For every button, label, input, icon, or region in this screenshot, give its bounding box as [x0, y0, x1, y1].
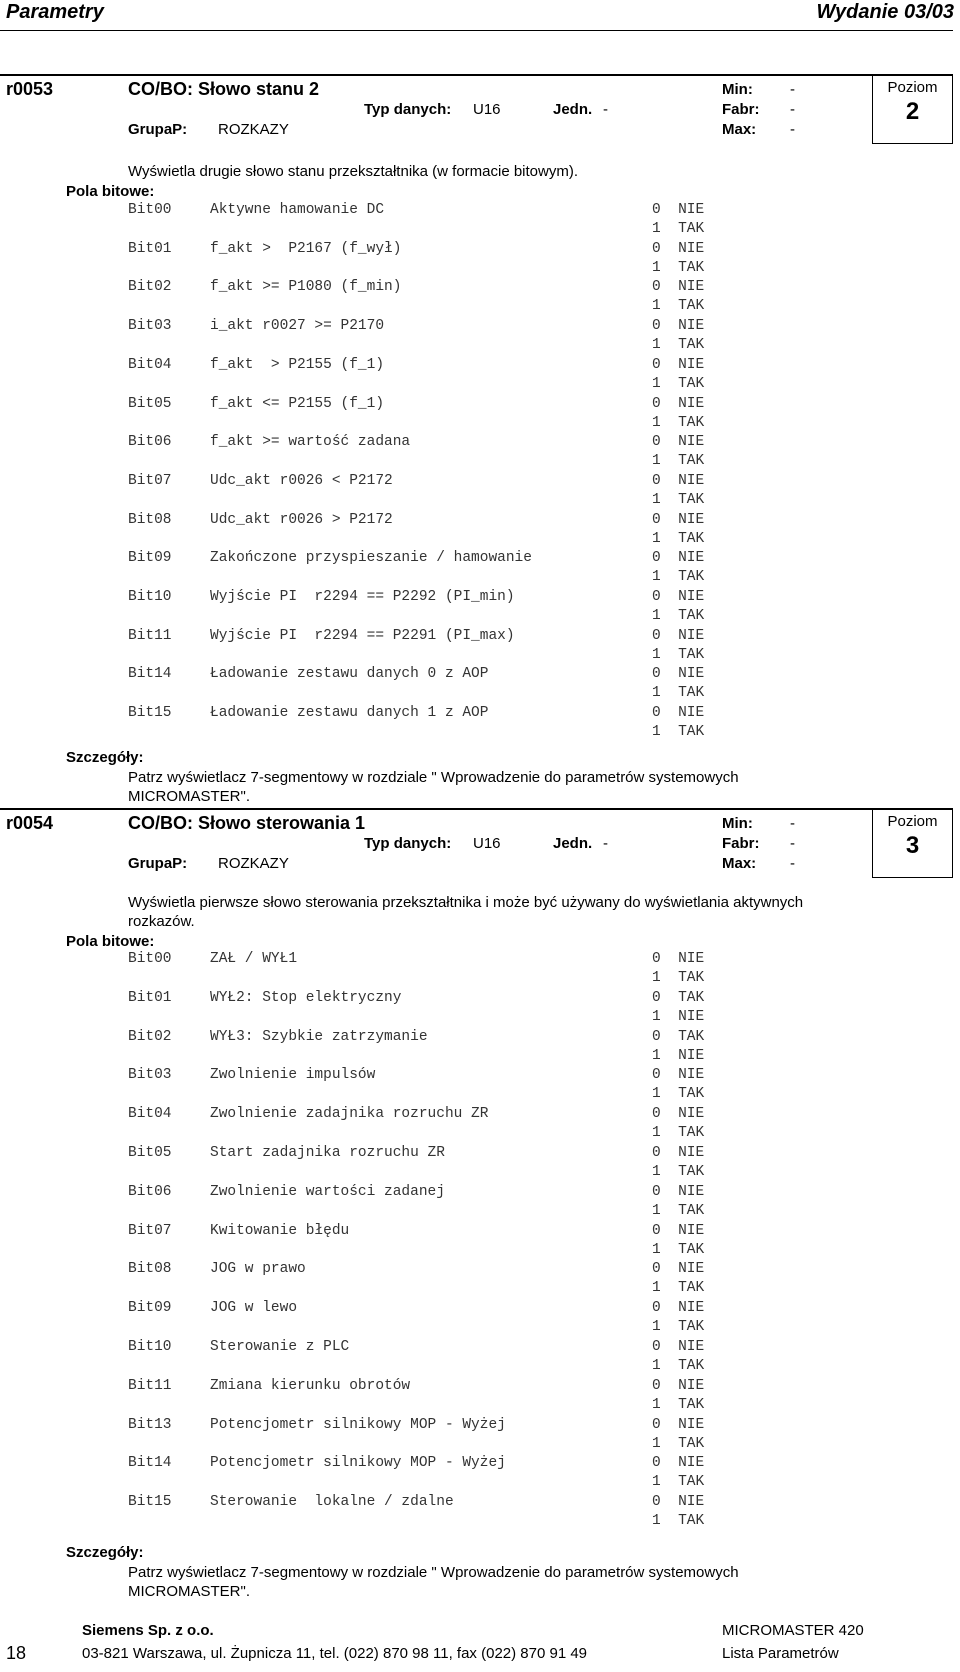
- bit-description: Potencjometr silnikowy MOP - Wyżej: [210, 1455, 506, 1472]
- bit-description: Sterowanie z PLC: [210, 1339, 350, 1355]
- bit-value-0: 0 TAK: [652, 1028, 705, 1045]
- bit-value-1: 1 TAK: [652, 453, 705, 470]
- bit-value-1: 1 TAK: [652, 1396, 705, 1413]
- bit-name: Bit03: [128, 318, 172, 335]
- bit-value-1: 1 TAK: [652, 1086, 705, 1103]
- bit-value-0: 0 NIE: [652, 395, 705, 412]
- bit-value-0: 0 NIE: [652, 356, 705, 373]
- bit-value-1: 1 TAK: [652, 608, 705, 624]
- bit-name: Bit15: [128, 705, 172, 722]
- bit-name: Bit10: [128, 1339, 172, 1355]
- bit-value-0: 0 NIE: [652, 1067, 705, 1084]
- unit-value: -: [603, 835, 608, 852]
- bit-description: ZAŁ / WYŁ1: [210, 951, 298, 967]
- unit-label: Jedn.: [553, 835, 593, 852]
- bit-value-1: 1 TAK: [652, 1435, 705, 1452]
- bit-value-0: 0 NIE: [652, 1339, 705, 1355]
- bit-description: Zwolnienie impulsów: [210, 1067, 376, 1084]
- bit-value-0: 0 NIE: [652, 434, 705, 451]
- group-label: GrupaP:: [128, 121, 188, 138]
- details-label: Szczegóły:: [66, 1544, 144, 1561]
- bit-description: Wyjście PI r2294 == P2291 (PI_max): [210, 627, 515, 644]
- bit-value-0: 0 NIE: [652, 1377, 705, 1394]
- bit-description: Udc_akt r0026 < P2172: [210, 472, 393, 489]
- level-value: 3: [905, 832, 920, 859]
- bit-name: Bit09: [128, 1300, 172, 1317]
- bit-name: Bit09: [128, 550, 172, 567]
- param-id: r0054: [6, 813, 54, 833]
- bit-name: Bit07: [128, 472, 172, 489]
- default-value: -: [790, 835, 795, 852]
- header-edition: Wydanie 03/03: [816, 1, 954, 23]
- bit-description: Potencjometr silnikowy MOP - Wyżej: [210, 1416, 506, 1433]
- bit-value-0: 0 NIE: [652, 318, 705, 335]
- bitfields-label: Pola bitowe:: [66, 933, 155, 950]
- bit-description: f_akt > P2155 (f_1): [210, 356, 385, 373]
- bit-description: JOG w lewo: [210, 1300, 298, 1317]
- bit-description: f_akt > P2167 (f_wył): [210, 240, 402, 257]
- bit-description: f_akt <= P2155 (f_1): [210, 395, 385, 412]
- bit-value-0: 0 NIE: [652, 240, 705, 257]
- bit-description: Wyjście PI r2294 == P2292 (PI_min): [210, 589, 515, 605]
- level-value: 2: [905, 98, 920, 125]
- bit-value-0: 0 NIE: [652, 202, 705, 218]
- bit-value-0: 0 NIE: [652, 279, 705, 296]
- bit-name: Bit01: [128, 989, 172, 1006]
- bit-value-0: 0 NIE: [652, 1261, 705, 1278]
- datatype-value: U16: [473, 101, 501, 118]
- default-label: Fabr:: [722, 101, 760, 118]
- bit-name: Bit01: [128, 240, 172, 257]
- datatype-value: U16: [473, 835, 501, 852]
- bit-name: Bit04: [128, 356, 172, 373]
- min-label: Min:: [722, 815, 753, 832]
- bit-value-0: 0 NIE: [652, 1455, 705, 1472]
- bit-value-0: 0 NIE: [652, 1106, 705, 1123]
- bit-description: i_akt r0027 >= P2170: [210, 318, 385, 335]
- bit-description: Start zadajnika rozruchu ZR: [210, 1145, 445, 1161]
- param-description-line1: Wyświetla pierwsze słowo sterowania przekształtnika i może być używany do wyświetlania aktywnych: [128, 894, 804, 911]
- bit-name: Bit06: [128, 434, 172, 451]
- bit-name: Bit10: [128, 589, 172, 605]
- param-description: Wyświetla drugie słowo stanu przekształtnika (w formacie bitowym).: [128, 163, 579, 180]
- bit-description: Ładowanie zestawu danych 1 z AOP: [210, 705, 489, 722]
- bit-value-1: 1 TAK: [652, 970, 705, 986]
- details-text-line2: MICROMASTER".: [128, 788, 250, 805]
- bit-description: Zwolnienie wartości zadanej: [210, 1183, 445, 1200]
- bit-value-1: 1 TAK: [652, 337, 705, 354]
- footer-document: Lista Parametrów: [722, 1645, 839, 1662]
- group-value: ROZKAZY: [218, 855, 289, 872]
- bit-value-1: 1 TAK: [652, 1202, 705, 1219]
- bit-value-0: 0 NIE: [652, 1222, 705, 1239]
- bit-description: Sterowanie lokalne / zdalne: [210, 1494, 454, 1511]
- max-value: -: [790, 121, 795, 138]
- bit-value-1: 1 TAK: [652, 1319, 705, 1336]
- bit-value-1: 1 TAK: [652, 1280, 705, 1297]
- bit-description: Udc_akt r0026 > P2172: [210, 511, 393, 528]
- footer-product: MICROMASTER 420: [722, 1622, 864, 1639]
- bit-value-0: 0 TAK: [652, 989, 705, 1006]
- bit-name: Bit08: [128, 511, 172, 528]
- level-label: Poziom: [887, 79, 938, 96]
- group-label: GrupaP:: [128, 855, 188, 872]
- param-id: r0053: [6, 79, 54, 99]
- bit-name: Bit14: [128, 666, 172, 683]
- bit-value-1: 1 TAK: [652, 375, 705, 392]
- bit-name: Bit08: [128, 1261, 172, 1278]
- bit-value-1: 1 NIE: [652, 1008, 705, 1025]
- bit-value-1: 1 TAK: [652, 569, 705, 586]
- param-divider: [0, 808, 953, 810]
- bit-value-0: 0 NIE: [652, 1416, 705, 1433]
- unit-value: -: [603, 101, 608, 118]
- bit-value-0: 0 NIE: [652, 705, 705, 722]
- bit-description: f_akt >= P1080 (f_min): [210, 279, 402, 296]
- max-label: Max:: [722, 855, 757, 872]
- bit-value-0: 0 NIE: [652, 550, 705, 567]
- bit-name: Bit03: [128, 1067, 172, 1084]
- bit-value-1: 1 TAK: [652, 1241, 705, 1258]
- bit-value-0: 0 NIE: [652, 1300, 705, 1317]
- details-text-line1: Patrz wyświetlacz 7-segmentowy w rozdziale " Wprowadzenie do parametrów systemowych: [128, 769, 739, 786]
- bit-description: Kwitowanie błędu: [210, 1222, 350, 1239]
- bit-description: Zakończone przyspieszanie / hamowanie: [210, 550, 532, 567]
- bit-value-0: 0 NIE: [652, 589, 705, 605]
- param-title: CO/BO: Słowo sterowania 1: [128, 813, 366, 833]
- bit-description: Aktywne hamowanie DC: [210, 202, 385, 218]
- max-value: -: [790, 855, 795, 872]
- max-label: Max:: [722, 121, 757, 138]
- bit-value-0: 0 NIE: [652, 666, 705, 683]
- footer-company: Siemens Sp. z o.o.: [82, 1622, 214, 1639]
- bit-name: Bit07: [128, 1222, 172, 1239]
- min-label: Min:: [722, 81, 753, 98]
- bit-value-1: 1 TAK: [652, 1513, 705, 1530]
- details-label: Szczegóły:: [66, 749, 144, 766]
- level-box: [872, 809, 953, 878]
- bit-value-1: 1 TAK: [652, 1125, 705, 1142]
- bit-value-0: 0 NIE: [652, 472, 705, 489]
- bit-name: Bit11: [128, 1377, 172, 1394]
- bit-description: Zwolnienie zadajnika rozruchu ZR: [210, 1106, 489, 1123]
- bit-value-0: 0 NIE: [652, 1183, 705, 1200]
- bit-value-1: 1 TAK: [652, 414, 705, 431]
- bit-description: WYŁ2: Stop elektryczny: [210, 989, 402, 1006]
- bit-name: Bit00: [128, 202, 172, 218]
- bitfields-label: Pola bitowe:: [66, 183, 155, 200]
- bit-name: Bit14: [128, 1455, 172, 1472]
- bit-value-1: 1 TAK: [652, 298, 705, 315]
- level-box: [872, 75, 953, 144]
- bit-name: Bit00: [128, 951, 172, 967]
- bit-name: Bit02: [128, 279, 172, 296]
- bit-value-1: 1 TAK: [652, 1164, 705, 1180]
- bit-value-1: 1 TAK: [652, 685, 705, 702]
- bit-value-0: 0 NIE: [652, 1494, 705, 1511]
- bit-name: Bit11: [128, 627, 172, 644]
- bit-name: Bit04: [128, 1106, 172, 1123]
- bit-value-1: 1 TAK: [652, 530, 705, 547]
- param-title: CO/BO: Słowo stanu 2: [128, 79, 320, 99]
- bit-name: Bit06: [128, 1183, 172, 1200]
- min-value: -: [790, 815, 795, 832]
- bit-description: WYŁ3: Szybkie zatrzymanie: [210, 1028, 428, 1045]
- bit-value-1: 1 TAK: [652, 259, 705, 276]
- datatype-label: Typ danych:: [364, 101, 452, 118]
- level-label: Poziom: [887, 813, 938, 830]
- default-value: -: [790, 101, 795, 118]
- bit-value-1: 1 TAK: [652, 1358, 705, 1374]
- datatype-label: Typ danych:: [364, 835, 452, 852]
- bit-name: Bit02: [128, 1028, 172, 1045]
- header-section-title: Parametry: [6, 1, 104, 23]
- details-text-line1: Patrz wyświetlacz 7-segmentowy w rozdziale " Wprowadzenie do parametrów systemowych: [128, 1564, 739, 1581]
- bit-value-0: 0 NIE: [652, 951, 705, 967]
- unit-label: Jedn.: [553, 101, 593, 118]
- bit-value-1: 1 TAK: [652, 1474, 705, 1491]
- bit-value-1: 1 TAK: [652, 646, 705, 663]
- bit-name: Bit15: [128, 1494, 172, 1511]
- bit-value-1: 1 NIE: [652, 1047, 705, 1064]
- bit-value-1: 1 TAK: [652, 724, 705, 741]
- bit-value-0: 0 NIE: [652, 511, 705, 528]
- footer-address: 03-821 Warszawa, ul. Żupnicza 11, tel. (022) 870 98 11, fax (022) 870 91 49: [82, 1645, 588, 1662]
- page-number: 18: [6, 1643, 27, 1663]
- bit-description: Ładowanie zestawu danych 0 z AOP: [210, 666, 489, 683]
- bit-value-0: 0 NIE: [652, 627, 705, 644]
- bit-description: f_akt >= wartość zadana: [210, 434, 411, 451]
- group-value: ROZKAZY: [218, 121, 289, 138]
- details-text-line2: MICROMASTER".: [128, 1583, 250, 1600]
- bit-value-1: 1 TAK: [652, 221, 705, 237]
- bit-value-0: 0 NIE: [652, 1145, 705, 1161]
- bit-value-1: 1 TAK: [652, 491, 705, 508]
- param-description-line2: rozkazów.: [128, 913, 195, 930]
- header-divider: [0, 30, 953, 31]
- default-label: Fabr:: [722, 835, 760, 852]
- bit-name: Bit13: [128, 1416, 172, 1433]
- min-value: -: [790, 81, 795, 98]
- param-divider: [0, 74, 953, 76]
- bit-name: Bit05: [128, 395, 172, 412]
- bit-description: JOG w prawo: [210, 1261, 306, 1278]
- bit-description: Zmiana kierunku obrotów: [210, 1377, 411, 1394]
- bit-name: Bit05: [128, 1145, 172, 1161]
